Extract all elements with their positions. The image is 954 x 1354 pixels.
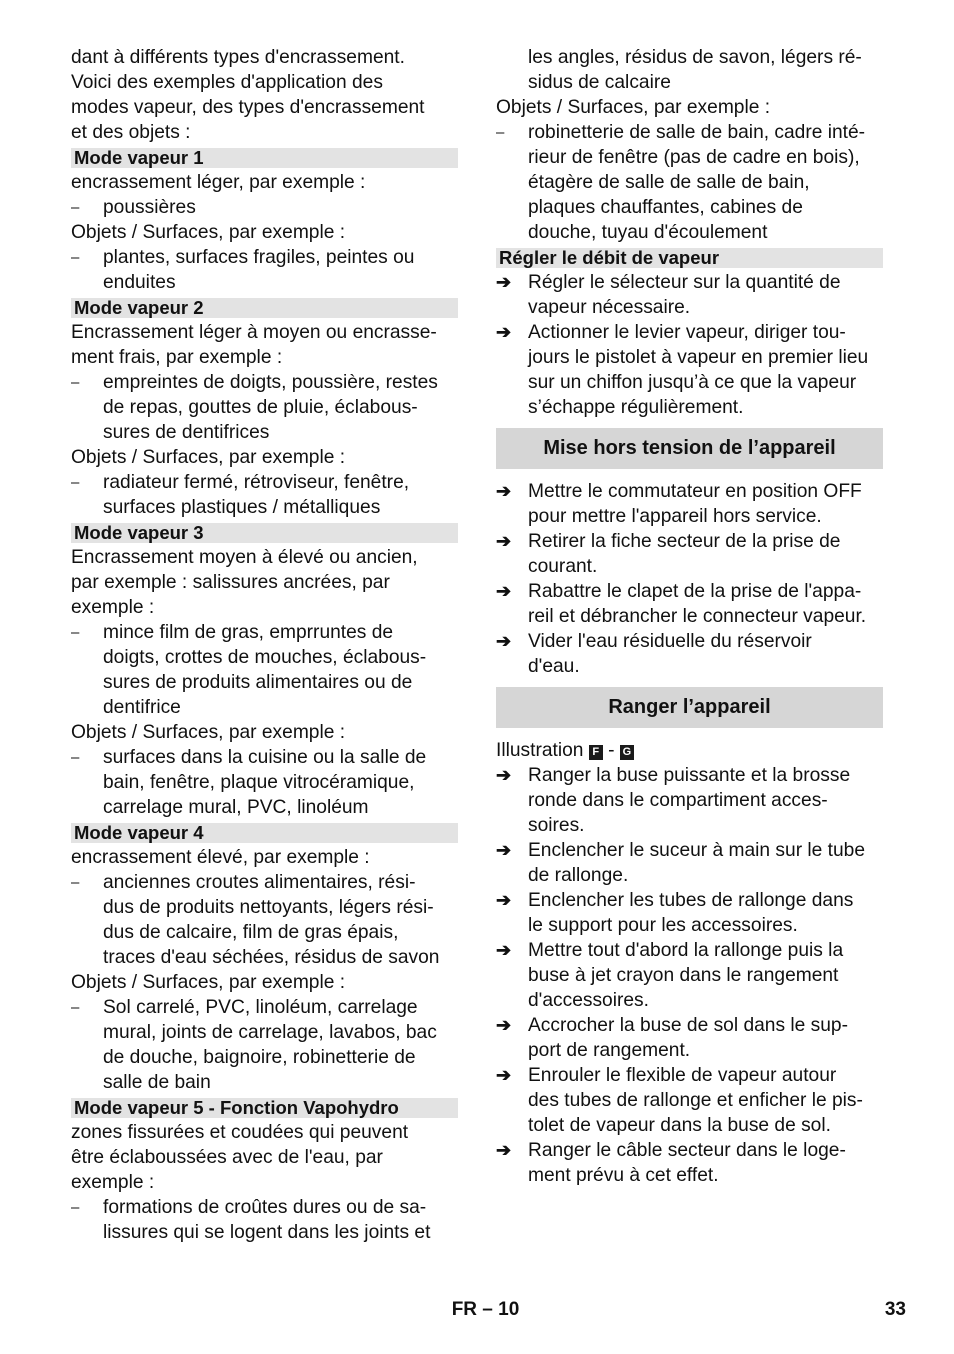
list-item-line: Ranger le câble secteur dans le loge- [528, 1140, 846, 1161]
list-item-line: les angles, résidus de savon, légers ré- [528, 47, 862, 68]
list-item-line: s’échappe régulièrement. [528, 397, 744, 418]
paragraph-line: modes vapeur, des types d'encrassement [71, 97, 425, 118]
list-item-line: dus de calcaire, film de gras épais, [103, 922, 399, 943]
dash-bullet: – [71, 999, 80, 1016]
list-item [71, 1195, 458, 1245]
list-item [71, 620, 458, 720]
list-item-line: Enrouler le flexible de vapeur autour [528, 1065, 837, 1086]
list-item [71, 370, 458, 445]
paragraph-line: exemple : [71, 1172, 155, 1193]
paragraph-line: et des objets : [71, 122, 191, 143]
arrow-right-icon: ➔ [496, 272, 512, 292]
arrow-right-icon: ➔ [496, 1140, 512, 1160]
list-item-line: Enclencher le suceur à main sur le tube [528, 840, 866, 861]
instruction-step [496, 888, 883, 938]
list-item-line: mural, joints de carrelage, lavabos, bac [103, 1022, 437, 1043]
list-item-line: ment prévu à cet effet. [528, 1165, 719, 1186]
list-item-line: empreintes de doigts, poussière, restes [103, 372, 438, 393]
list-item-line: carrelage mural, PVC, linoléum [103, 797, 369, 818]
section-heading: Mode vapeur 4 [71, 823, 458, 843]
list-item-line: lissures qui se logent dans les joints et [103, 1222, 431, 1243]
list-item-line: tolet de vapeur dans la buse de sol. [528, 1115, 831, 1136]
list-item-line: Rabattre le clapet de la prise de l'appa- [528, 581, 862, 602]
list-item-line: port de rangement. [528, 1040, 691, 1061]
list-item-line: d'eau. [528, 656, 580, 677]
list-item-line: soires. [528, 815, 585, 836]
arrow-right-icon: ➔ [496, 631, 512, 651]
paragraph-line: Objets / Surfaces, par exemple : [71, 222, 346, 243]
paragraph-line: par exemple : salissures ancrées, par [71, 572, 390, 593]
paragraph-line: être éclaboussées avec de l'eau, par [71, 1147, 383, 1168]
left-column [71, 45, 458, 1245]
arrow-right-icon: ➔ [496, 1015, 512, 1035]
list-item-line: Actionner le levier vapeur, diriger tou- [528, 322, 846, 343]
list-item-line: sur un chiffon jusqu’à ce que la vapeur [528, 372, 857, 393]
arrow-right-icon: ➔ [496, 322, 512, 342]
instruction-step [496, 838, 883, 888]
section-heading: Mode vapeur 1 [71, 148, 458, 168]
section-heading: Mode vapeur 3 [71, 523, 458, 543]
list-item-line: reil et débrancher le connecteur vapeur. [528, 606, 867, 627]
list-item-line: plantes, surfaces fragiles, peintes ou [103, 247, 415, 268]
instruction-step [496, 763, 883, 838]
list-item-line: Ranger la buse puissante et la brosse [528, 765, 851, 786]
paragraph-line: Objets / Surfaces, par exemple : [71, 447, 346, 468]
instruction-step [496, 1013, 883, 1063]
illustration-label: Illustration [496, 740, 584, 761]
list-item-line: sures de dentifrices [103, 422, 270, 443]
list-item-line: surfaces plastiques / métalliques [103, 497, 381, 518]
paragraph-line: Encrassement léger à moyen ou encrasse- [71, 322, 437, 343]
footer-section-label: FR – 10 [451, 1299, 520, 1320]
arrow-right-icon: ➔ [496, 890, 512, 910]
dash-bullet: – [71, 874, 80, 891]
list-item-line: bain, fenêtre, plaque vitrocéramique, [103, 772, 415, 793]
list-item-line: Sol carrelé, PVC, linoléum, carrelage [103, 997, 418, 1018]
dash-bullet: – [71, 474, 80, 491]
list-item-line: vapeur nécessaire. [528, 297, 691, 318]
instruction-step [496, 529, 883, 579]
arrow-right-icon: ➔ [496, 581, 512, 601]
paragraph-line: Objets / Surfaces, par exemple : [71, 722, 346, 743]
arrow-right-icon: ➔ [496, 765, 512, 785]
section-heading: Régler le débit de vapeur [496, 248, 883, 268]
list-item-line: pour mettre l'appareil hors service. [528, 506, 822, 527]
list-item-line: robinetterie de salle de bain, cadre inté- [528, 122, 866, 143]
dash-bullet: – [71, 249, 80, 266]
instruction-step [496, 1063, 883, 1138]
instruction-step [496, 629, 883, 679]
paragraph-line: exemple : [71, 597, 155, 618]
list-item-line: enduites [103, 272, 176, 293]
list-item [496, 120, 883, 245]
arrow-right-icon: ➔ [496, 531, 512, 551]
list-item-line: de repas, gouttes de pluie, éclabous- [103, 397, 418, 418]
page-number: 33 [884, 1299, 906, 1320]
list-item [71, 995, 458, 1095]
arrow-right-icon: ➔ [496, 481, 512, 501]
instruction-step [496, 320, 883, 420]
instruction-step [496, 479, 883, 529]
paragraph-line: dant à différents types d'encrassement. [71, 47, 405, 68]
list-item-line: radiateur fermé, rétroviseur, fenêtre, [103, 472, 410, 493]
list-item [71, 195, 458, 220]
paragraph-line: ment frais, par exemple : [71, 347, 283, 368]
figure-badge-g: G [620, 745, 634, 760]
list-item-line: le support pour les accessoires. [528, 915, 798, 936]
list-item-line: Vider l'eau résiduelle du réservoir [528, 631, 812, 652]
dash-bullet: – [71, 374, 80, 391]
list-item-line: étagère de salle de salle de bain, [528, 172, 810, 193]
list-item-line: Retirer la fiche secteur de la prise de [528, 531, 841, 552]
list-item-line: Accrocher la buse de sol dans le sup- [528, 1015, 848, 1036]
chapter-heading: Mise hors tension de l’appareil [496, 428, 883, 469]
list-item-line: traces d'eau séchées, résidus de savon [103, 947, 440, 968]
instruction-step [496, 1138, 883, 1188]
dash-bullet: – [496, 124, 505, 141]
list-item-line: dus de produits nettoyants, légers rési- [103, 897, 434, 918]
page-footer [0, 1297, 954, 1323]
list-item-line: sidus de calcaire [528, 72, 671, 93]
list-item-line: plaques chauffantes, cabines de [528, 197, 803, 218]
paragraph-line: Voici des exemples d'application des [71, 72, 383, 93]
paragraph-line: zones fissurées et coudées qui peuvent [71, 1122, 409, 1143]
list-item [496, 45, 883, 95]
paragraph-line: Objets / Surfaces, par exemple : [71, 972, 346, 993]
list-item-line: Enclencher les tubes de rallonge dans [528, 890, 854, 911]
list-item-line: anciennes croutes alimentaires, rési- [103, 872, 416, 893]
illustration-reference [496, 738, 883, 763]
list-item-line: salle de bain [103, 1072, 211, 1093]
figure-range-separator: - [608, 740, 615, 761]
paragraph-line: Encrassement moyen à élevé ou ancien, [71, 547, 418, 568]
paragraph-line: encrassement léger, par exemple : [71, 172, 366, 193]
list-item [71, 745, 458, 820]
list-item-line: mince film de gras, emprruntes de [103, 622, 394, 643]
list-item-line: rieur de fenêtre (pas de cadre en bois), [528, 147, 860, 168]
list-item-line: formations de croûtes dures ou de sa- [103, 1197, 427, 1218]
list-item-line: courant. [528, 556, 598, 577]
list-item-line: doigts, crottes de mouches, éclabous- [103, 647, 427, 668]
dash-bullet: – [71, 624, 80, 641]
chapter-heading: Ranger l’appareil [496, 687, 883, 728]
instruction-step [496, 270, 883, 320]
instruction-step [496, 579, 883, 629]
dash-bullet: – [71, 1199, 80, 1216]
list-item-line: buse à jet crayon dans le rangement [528, 965, 839, 986]
instruction-step [496, 938, 883, 1013]
list-item-line: des tubes de rallonge et enficher le pis- [528, 1090, 863, 1111]
list-item-line: poussières [103, 197, 196, 218]
dash-bullet: – [71, 749, 80, 766]
list-item [71, 470, 458, 520]
list-item-line: de douche, baignoire, robinetterie de [103, 1047, 416, 1068]
paragraph-line: encrassement élevé, par exemple : [71, 847, 370, 868]
list-item-line: surfaces dans la cuisine ou la salle de [103, 747, 427, 768]
list-item-line: de rallonge. [528, 865, 629, 886]
list-item-line: Mettre le commutateur en position OFF [528, 481, 862, 502]
list-item-line: sures de produits alimentaires ou de [103, 672, 413, 693]
list-item-line: Mettre tout d'abord la rallonge puis la [528, 940, 844, 961]
arrow-right-icon: ➔ [496, 840, 512, 860]
section-heading: Mode vapeur 5 - Fonction Vapohydro [71, 1098, 458, 1118]
list-item-line: ronde dans le compartiment acces- [528, 790, 828, 811]
list-item-line: jours le pistolet à vapeur en premier lieu [528, 347, 869, 368]
list-item-line: douche, tuyau d'écoulement [528, 222, 768, 243]
list-item-line: dentifrice [103, 697, 181, 718]
paragraph-line: Objets / Surfaces, par exemple : [496, 97, 771, 118]
list-item-line: Régler le sélecteur sur la quantité de [528, 272, 841, 293]
arrow-right-icon: ➔ [496, 1065, 512, 1085]
right-column [496, 45, 883, 1188]
list-item [71, 870, 458, 970]
list-item-line: d'accessoires. [528, 990, 649, 1011]
figure-badge-f: F [589, 745, 603, 760]
list-item [71, 245, 458, 295]
arrow-right-icon: ➔ [496, 940, 512, 960]
dash-bullet: – [71, 199, 80, 216]
section-heading: Mode vapeur 2 [71, 298, 458, 318]
